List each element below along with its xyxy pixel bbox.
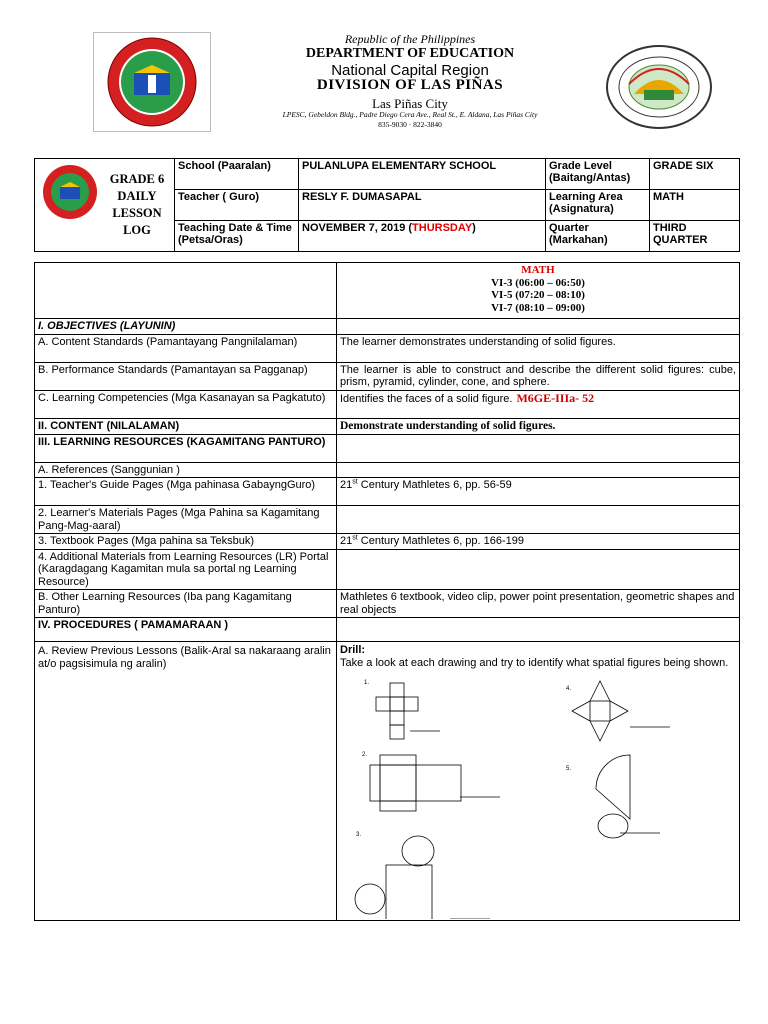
address-line: LPESC, Gebeldon Bldg., Padre Diego Cera Ave., Real St., E. Aldana, Las Piñas City (282, 110, 538, 119)
department-line: DEPARTMENT OF EDUCATION (305, 46, 515, 61)
republic-line: Republic of the Philippines (344, 32, 476, 46)
date-day: THURSDAY (412, 222, 473, 234)
teachers-guide-label: 1. Teacher's Guide Pages (Mga pahinasa GabayngGuro) (35, 478, 337, 506)
grade-level-value: GRADE SIX (650, 159, 740, 190)
competencies-text: Identifies the faces of a solid figure. (340, 392, 513, 405)
procedures-blank (337, 618, 740, 642)
division-line: DIVISION OF LAS PIÑAS (316, 77, 504, 93)
quarter-value: THIRD QUARTER (650, 221, 740, 252)
other-resources-label: B. Other Learning Resources (Iba pang Kagamitang Panturo) (35, 590, 337, 618)
city-line: Las Piñas City (372, 96, 448, 111)
schedule-subject: MATH (521, 264, 555, 276)
blank-cell (35, 263, 337, 319)
textbook-label: 3. Textbook Pages (Mga pahina sa Teksbuk) (35, 534, 337, 550)
competencies-label: C. Learning Competencies (Mga Kasanayan sa Pagkatuto) (35, 390, 337, 418)
figure-number: 3. (356, 832, 362, 838)
pyramid-net-figure (572, 681, 670, 741)
date-value (299, 221, 546, 252)
content-heading: II. CONTENT (NILALAMAN) (35, 418, 337, 434)
teachers-guide-value (337, 478, 740, 506)
figure-number: 5. (566, 766, 572, 772)
tb-ordinal: st (352, 534, 358, 542)
tg-text: Century Mathletes 6, pp. 56-59 (357, 479, 512, 491)
competency-code: M6GE-IIIa- 52 (516, 390, 595, 405)
figure-number: 2. (362, 752, 368, 758)
tg-number: 21 (340, 479, 353, 491)
region-line: National Capital Region (331, 62, 489, 79)
tb-number: 21 (340, 535, 353, 547)
cube-net-figure (376, 683, 440, 739)
content-standards-value: The learner demonstrates understanding of solid figures. (337, 334, 740, 362)
additional-materials-blank (337, 549, 740, 590)
solid-figure-nets (340, 669, 736, 919)
cylinder-net-figure (355, 836, 490, 919)
competencies-value (337, 390, 740, 418)
references-blank (337, 462, 740, 478)
tb-text: Century Mathletes 6, pp. 166-199 (357, 535, 525, 547)
teacher-value: RESLY F. DUMASAPAL (299, 190, 546, 221)
content-standards-label: A. Content Standards (Pamantayang Pangnilalaman) (35, 334, 337, 362)
drill-label: Drill: (340, 644, 366, 656)
procedures-heading: IV. PROCEDURES ( PAMAMARAAN ) (35, 618, 337, 642)
resources-heading: III. LEARNING RESOURCES (KAGAMITANG PANTURO) (35, 434, 337, 462)
content-value-cell (337, 418, 740, 434)
performance-standards-value: The learner is able to construct and describe the different solid figures: cube, prism, pyramid, cylinder, cone, and sphere. (337, 362, 740, 390)
schedule-line: VI-3 (06:00 – 06:50) (491, 276, 585, 289)
resources-blank (337, 434, 740, 462)
date-label: Teaching Date & Time (Petsa/Oras) (175, 221, 299, 252)
learners-materials-label: 2. Learner's Materials Pages (Mga Pahina sa Kagamitang Pang-Mag-aaral) (35, 506, 337, 534)
cone-net-figure (596, 755, 660, 838)
school-seal-small-logo (39, 163, 101, 221)
grade-title-line: LESSON (112, 206, 162, 220)
references-label: A. References (Sanggunian ) (35, 462, 337, 478)
review-label: A. Review Previous Lessons (Balik-Aral sa nakaraang aralin at/o pagsisimula ng aralin) (35, 642, 337, 921)
textbook-value (337, 534, 740, 550)
content-value: Demonstrate understanding of solid figures. (340, 419, 556, 432)
lesson-log-header (34, 158, 740, 252)
figure-number: 4. (566, 686, 572, 692)
performance-standards-label: B. Performance Standards (Pamantayan sa Pagganap) (35, 362, 337, 390)
prism-net-figure (370, 755, 500, 811)
division-seal-logo (604, 44, 714, 130)
schedule-cell (337, 263, 740, 319)
grade-title-line: GRADE 6 (109, 172, 165, 186)
grade-title (101, 171, 173, 239)
learning-area-value: MATH (650, 190, 740, 221)
school-value: PULANLUPA ELEMENTARY SCHOOL (299, 159, 546, 190)
school-label: School (Paaralan) (175, 159, 299, 190)
drill-cell (337, 642, 740, 921)
schedule-line: VI-7 (08:10 – 09:00) (491, 301, 585, 314)
quarter-label: Quarter (Markahan) (546, 221, 650, 252)
letterhead (0, 0, 768, 150)
header-logo-cell (35, 159, 175, 252)
grade-level-label: Grade Level (Baitang/Antas) (546, 159, 650, 190)
grade-title-line: LOG (123, 223, 151, 237)
figure-number: 1. (364, 680, 370, 686)
date-close: ) (472, 222, 476, 234)
grade-title-line: DAILY (117, 189, 157, 203)
lesson-plan-table (34, 262, 740, 921)
learners-materials-blank (337, 506, 740, 534)
date-text: NOVEMBER 7, 2019 ( (302, 222, 413, 234)
additional-materials-label: 4. Additional Materials from Learning Resources (LR) Portal (Karagdagang Kagamitan mula sa portal ng Learning Resource) (35, 549, 337, 590)
objectives-heading: I. OBJECTIVES (LAYUNIN) (35, 319, 337, 335)
nets-drawing (340, 669, 736, 919)
tg-ordinal: st (352, 478, 358, 486)
teacher-label: Teacher ( Guro) (175, 190, 299, 221)
other-resources-value: Mathletes 6 textbook, video clip, power point presentation, geometric shapes and real objects (337, 590, 740, 618)
drill-instructions: Take a look at each drawing and try to identify what spatial figures being shown. (340, 656, 729, 669)
school-seal-logo (96, 35, 208, 129)
phone-line: 835-9030 · 822-3840 (378, 120, 442, 129)
schedule-line: VI-5 (07:20 – 08:10) (491, 289, 585, 301)
objectives-blank (337, 319, 740, 335)
learning-area-label: Learning Area (Asignatura) (546, 190, 650, 221)
